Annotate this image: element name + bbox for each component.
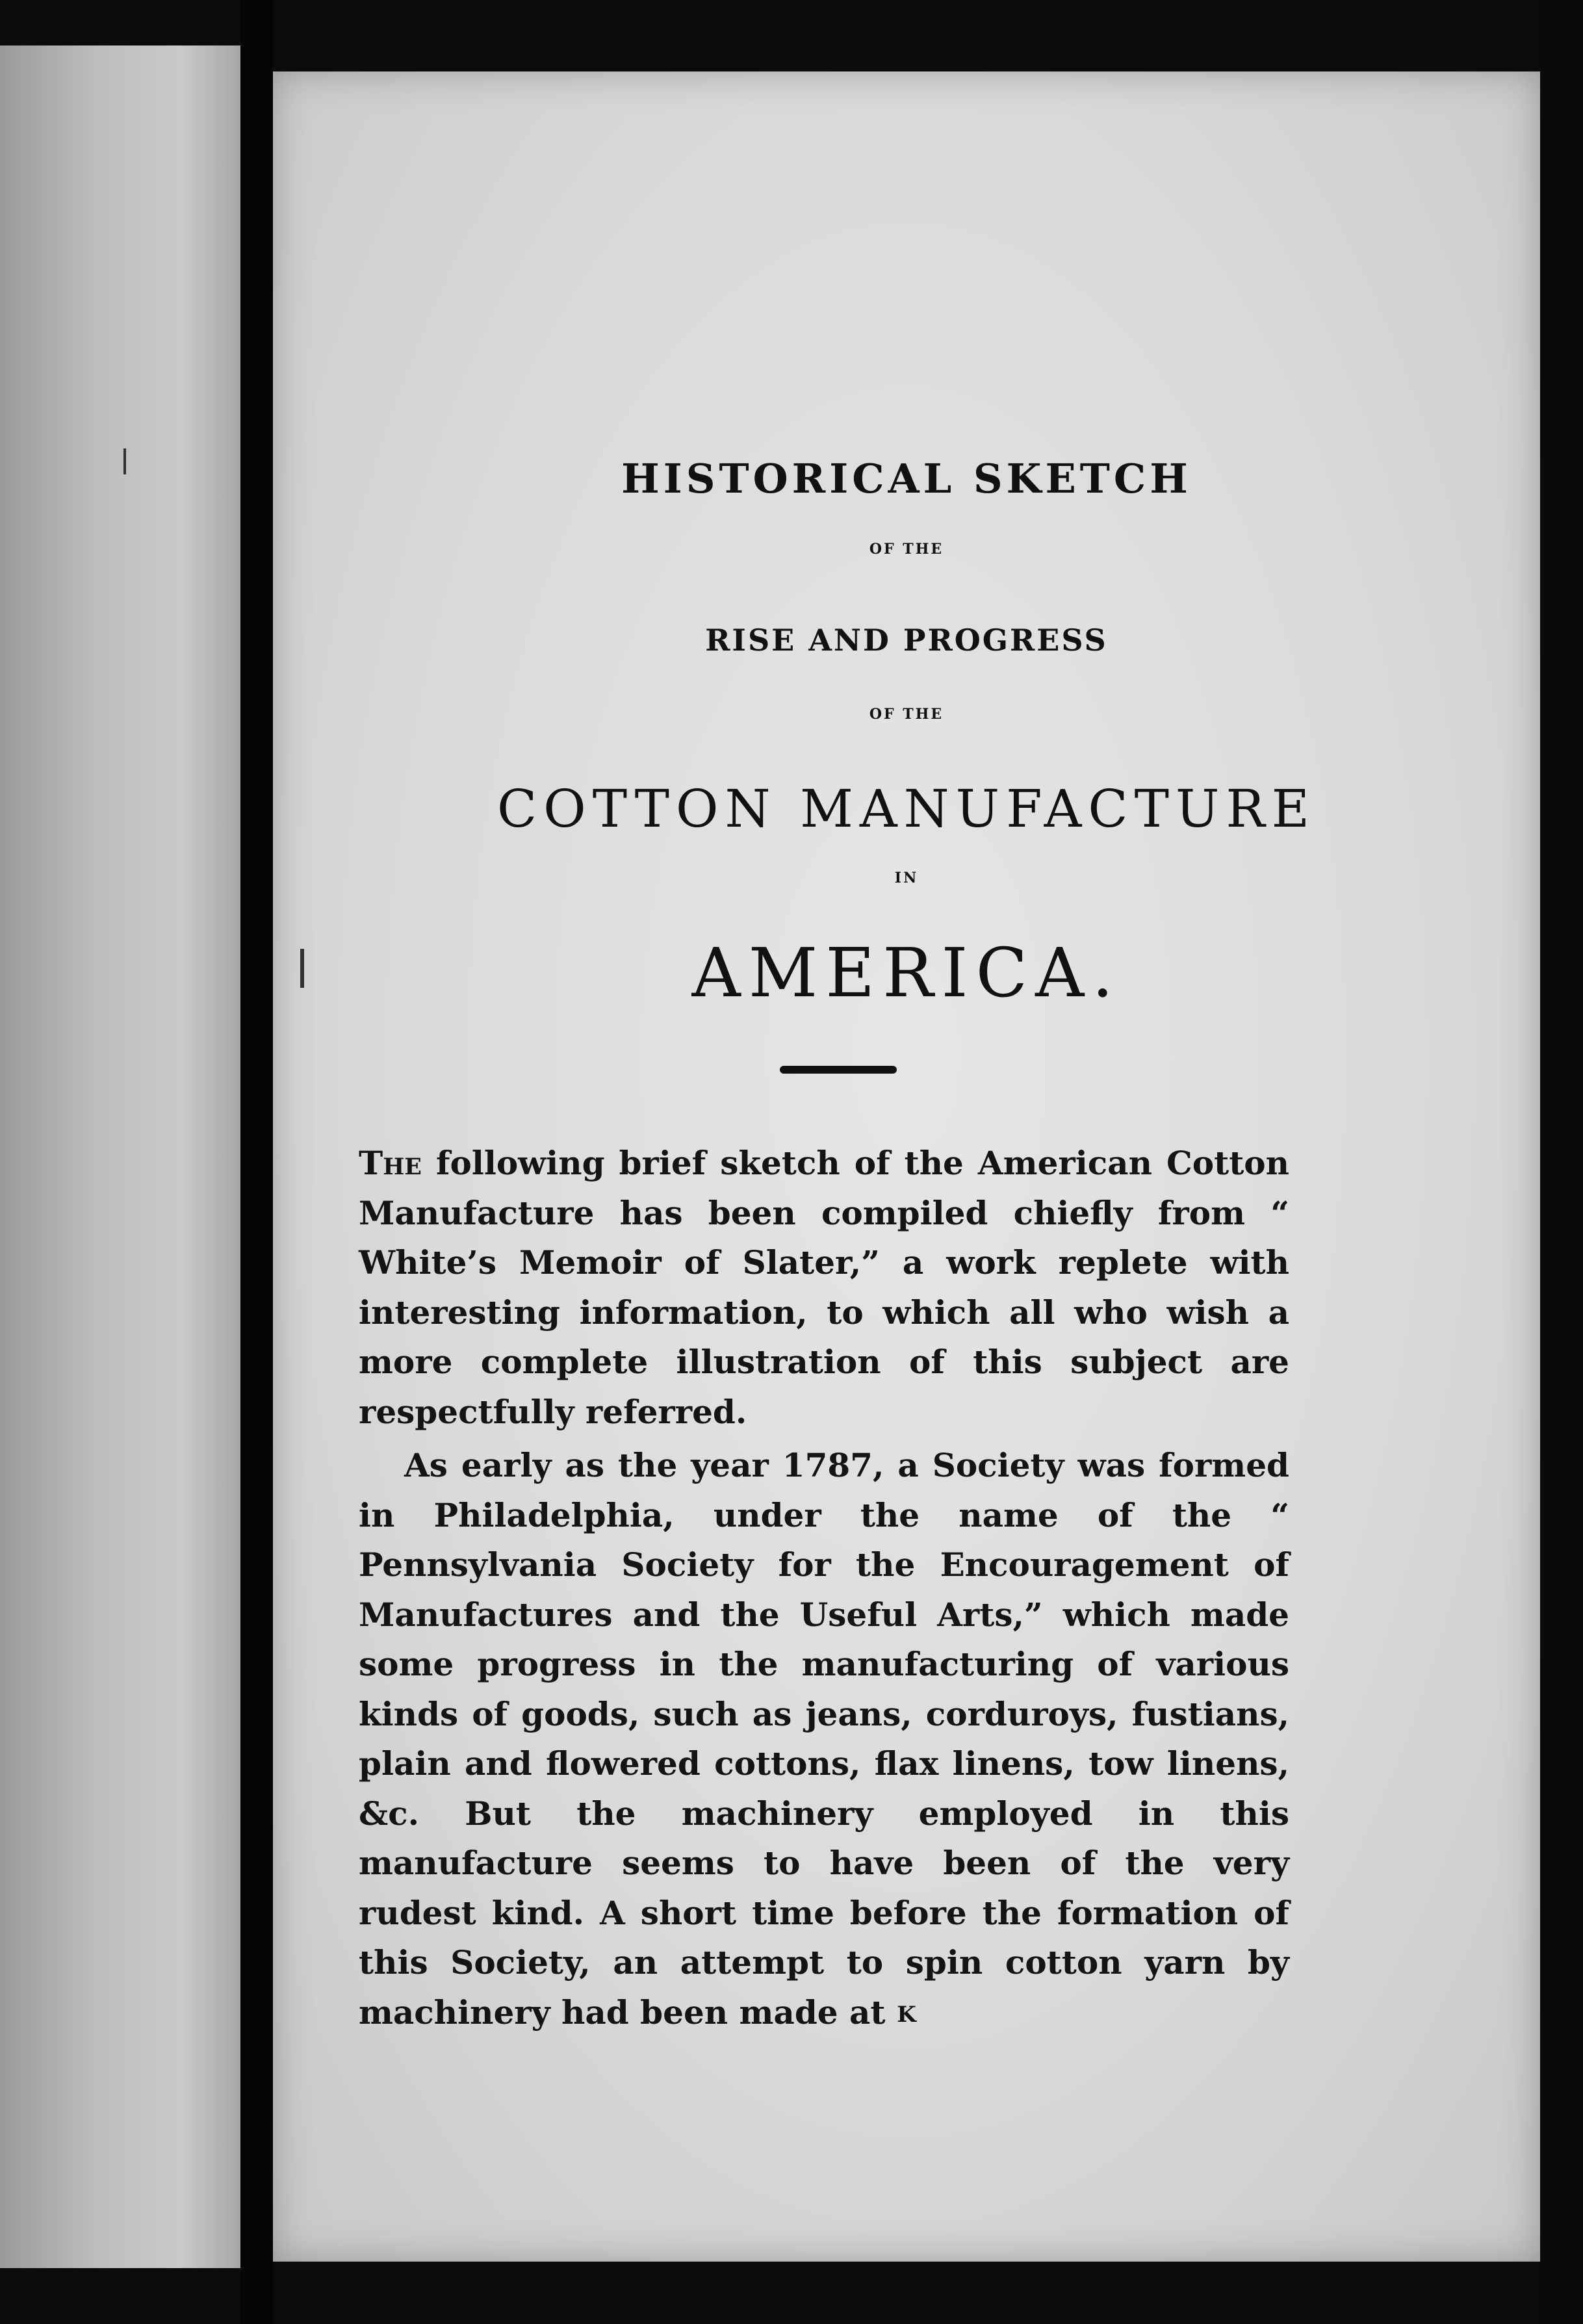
page-border <box>1540 0 1583 2324</box>
heading-line-in: IN <box>894 870 919 886</box>
heading-line-cotton-manufacture: COTTON MANUFACTURE <box>496 779 1317 839</box>
paragraph-intro-text: following brief sketch of the American Cotton Manufacture has been compiled chiefly from “ White’s Memoir of Slater,” a work replete with interesting information, to which all who wish a more complete illustration of this subject are respectfully referred. <box>359 1144 1289 1431</box>
signature-mark: K <box>897 2002 916 2028</box>
heading-line-rise-and-progress: RISE AND PROGRESS <box>705 623 1108 658</box>
previous-page-edge <box>0 45 240 2268</box>
margin-mark <box>123 448 126 474</box>
book-gutter <box>240 0 273 2324</box>
heading-line-of-the: OF THE <box>869 541 944 558</box>
paragraph-history: As early as the year 1787, a Society was formed in Philadelphia, under the name of the “ Pennsylvania Society for the Encouragement of Manufactures and the Useful Arts,” which made some progress in the manufacturing of various kinds of goods, such as jeans, corduroys, fustians, plain and flowered cottons, flax linens, tow linens, &c. But the machinery employed in this manufacture seems to have been of the very rudest kind. A short time before the formation of this Society, an attempt to spin cotton yarn by machinery had been made at <box>359 1446 1289 2032</box>
paragraph-lead-word: The <box>359 1144 422 1182</box>
heading-line-america: AMERICA. <box>691 933 1122 1013</box>
paragraph-intro <box>359 1139 1289 1437</box>
decorative-rule <box>780 1066 897 1074</box>
heading-line-historical-sketch: HISTORICAL SKETCH <box>621 455 1192 502</box>
body-text <box>359 1139 1289 2037</box>
heading-line-of-the-second: OF THE <box>869 706 944 723</box>
